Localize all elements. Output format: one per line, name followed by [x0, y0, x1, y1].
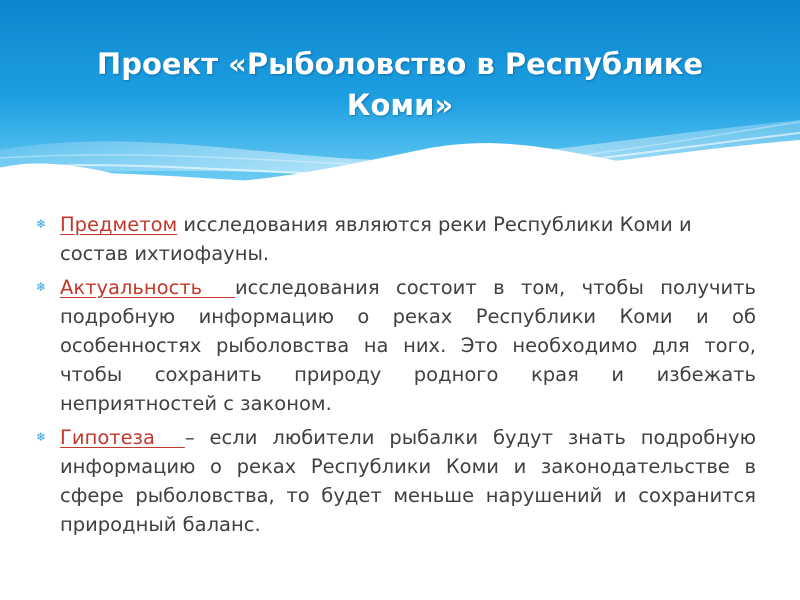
- bullet-item-subject: [36, 210, 756, 268]
- snowflake-bullet-icon: ❄: [36, 430, 47, 444]
- bullet-list: [36, 210, 756, 544]
- snowflake-bullet-icon: ❄: [36, 217, 47, 231]
- slide-title: Проект «Рыболовство в Республике Коми»: [96, 47, 704, 122]
- snowflake-bullet-icon: ❄: [36, 280, 47, 294]
- bullet-text-hypothesis: – если любители рыбалки будут знать подробную информацию о реках Республики Коми и законодательстве в сфере рыболовства, то будет меньше нарушений и сохранится природный баланс.: [60, 426, 756, 536]
- term-subject: Предметом: [60, 213, 178, 236]
- bullet-text-relevance: исследования состоит в том, чтобы получить подробную информацию о реках Республики Коми и об особенностях рыболовства на них. Это необходимо для того, чтобы сохранить природу родного края и избежать неприятностей с законом.: [60, 276, 756, 415]
- bullet-item-hypothesis: [36, 423, 756, 539]
- term-hypothesis: Гипотеза: [60, 426, 185, 449]
- term-relevance: Актуальность: [60, 276, 235, 299]
- bullet-item-relevance: [36, 273, 756, 418]
- bullet-text-subject: исследования являются реки Республики Коми и состав ихтиофауны.: [60, 213, 692, 265]
